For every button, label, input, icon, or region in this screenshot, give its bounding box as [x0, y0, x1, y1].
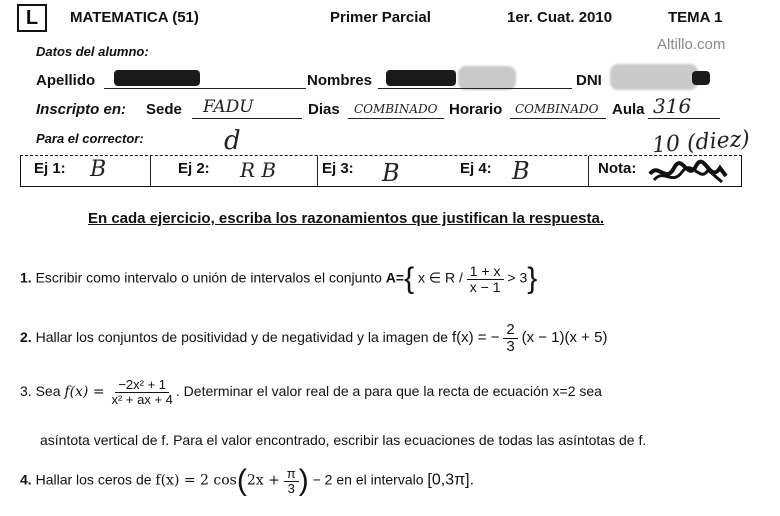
problem-2-text: Hallar los conjuntos de positividad y de negatividad y la imagen de: [35, 328, 449, 345]
names-redaction: [386, 70, 456, 86]
dni-redaction-gray: [610, 64, 698, 90]
dni-redaction: [692, 71, 710, 85]
problem-1-frac-num: 1 + x: [467, 264, 504, 280]
ej4-label: Ej 4:: [460, 160, 492, 177]
enrolled-label: Inscripto en:: [36, 101, 127, 118]
corrector-mark: d: [224, 126, 241, 156]
ej3-value: B: [382, 159, 400, 187]
problem-4-fraction: [284, 467, 299, 495]
problem-3-frac-num: −2x² + 1: [115, 378, 169, 393]
days-label: Dias: [308, 101, 340, 118]
problem-3-fx: f(x) =: [64, 383, 105, 400]
problem-4-after: − 2: [312, 471, 333, 488]
corrector-label: Para el corrector:: [36, 131, 144, 146]
term-label: 1er. Cuat. 2010: [507, 9, 613, 26]
problem-4-interval-text: en el intervalo: [336, 471, 424, 488]
campus-underline: [192, 118, 302, 119]
ej1-value: B: [90, 157, 107, 182]
schedule-label: Horario: [449, 101, 503, 118]
campus-label: Sede: [146, 101, 182, 118]
problem-4-text: Hallar los ceros de: [35, 471, 152, 488]
problem-1-number: 1.: [20, 269, 32, 286]
brace-open-icon: {: [404, 262, 415, 295]
room-label: Aula: [612, 101, 645, 118]
ej3-label: Ej 3:: [322, 160, 354, 177]
problem-2-tail: (x − 1)(x + 5): [521, 328, 608, 346]
problem-3-text: . Determinar el valor real de a para que la recta de ecuación x=2 sea: [175, 382, 602, 399]
problem-1-set-right: > 3: [507, 269, 528, 286]
grades-divider-2: [317, 156, 318, 186]
problem-1-text: Escribir como intervalo o unión de intervalos el conjunto: [35, 269, 382, 286]
grades-divider-1: [150, 156, 151, 186]
problem-1-frac-den: x − 1: [469, 278, 501, 295]
names-underline: [378, 88, 572, 89]
ej2-label: Ej 2:: [178, 160, 210, 177]
problem-2-frac-den: 3: [506, 337, 515, 355]
problem-3-sea: Sea: [35, 382, 61, 399]
instructions: En cada ejercicio, escriba los razonamientos que justifican la respuesta.: [88, 210, 605, 227]
room-underline: [648, 118, 720, 119]
names-redaction-gray: [458, 66, 516, 90]
problem-2-number: 2.: [20, 328, 32, 345]
room-value: 316: [653, 94, 692, 118]
campus-value: FADU: [203, 97, 254, 117]
problem-1-set-left: x ∈ R /: [417, 269, 463, 286]
problem-2-fx: f(x) = −: [451, 328, 500, 346]
schedule-underline: [510, 118, 606, 119]
names-label: Nombres: [307, 72, 373, 89]
surname-underline: [104, 88, 306, 89]
surname-redaction: [114, 70, 200, 86]
final-score-handwritten: 10 (diez): [651, 126, 751, 159]
nota-label: Nota:: [598, 160, 637, 177]
theme-label: TEMA 1: [668, 9, 723, 26]
problem-2-fraction: [503, 322, 517, 355]
problem-4: [20, 464, 474, 498]
surname-label: Apellido: [36, 72, 96, 89]
problem-4-frac-den: 3: [287, 480, 295, 496]
problem-1-set-label: A=: [385, 269, 405, 286]
grades-divider-3: [588, 156, 589, 186]
ej2-value: R B: [240, 158, 277, 182]
problem-3-frac-den: x² + ax + 4: [111, 391, 173, 407]
watermark: Altillo.com: [657, 36, 726, 53]
problem-3-number: 3.: [20, 382, 32, 399]
problem-3: [20, 378, 602, 406]
problem-1-fraction: [467, 264, 504, 294]
exam-name: Primer Parcial: [330, 9, 431, 26]
problem-4-frac-num: π: [284, 467, 299, 482]
paren-close-icon: ): [298, 464, 309, 497]
brace-close-icon: }: [527, 262, 538, 295]
problem-1: [20, 262, 537, 296]
problem-4-number: 4.: [20, 471, 32, 488]
ej4-value: B: [512, 157, 530, 185]
problem-2-frac-num: 2: [503, 322, 517, 339]
subject-title: MATEMATICA (51): [70, 9, 199, 26]
paren-open-icon: (: [236, 464, 247, 497]
problem-4-inner-left: 2x +: [246, 472, 280, 489]
ej1-label: Ej 1:: [34, 160, 66, 177]
problem-4-interval: [0,3π].: [427, 471, 475, 489]
problem-3-text-line2: asíntota vertical de f. Para el valor encontrado, escribir las ecuaciones de todas las asíntotas de f.: [40, 432, 647, 448]
dni-label: DNI: [576, 72, 602, 89]
header-letter-box: L: [17, 4, 47, 32]
problem-4-fx: f(x) = 2 cos: [155, 472, 237, 489]
nota-scribble-icon: [648, 158, 730, 188]
schedule-value: COMBINADO: [515, 102, 599, 116]
days-value: COMBINADO: [354, 102, 438, 116]
days-underline: [348, 118, 444, 119]
problem-3-fraction: [108, 378, 175, 406]
student-section-label: Datos del alumno:: [36, 44, 149, 59]
problem-2: [20, 322, 607, 355]
